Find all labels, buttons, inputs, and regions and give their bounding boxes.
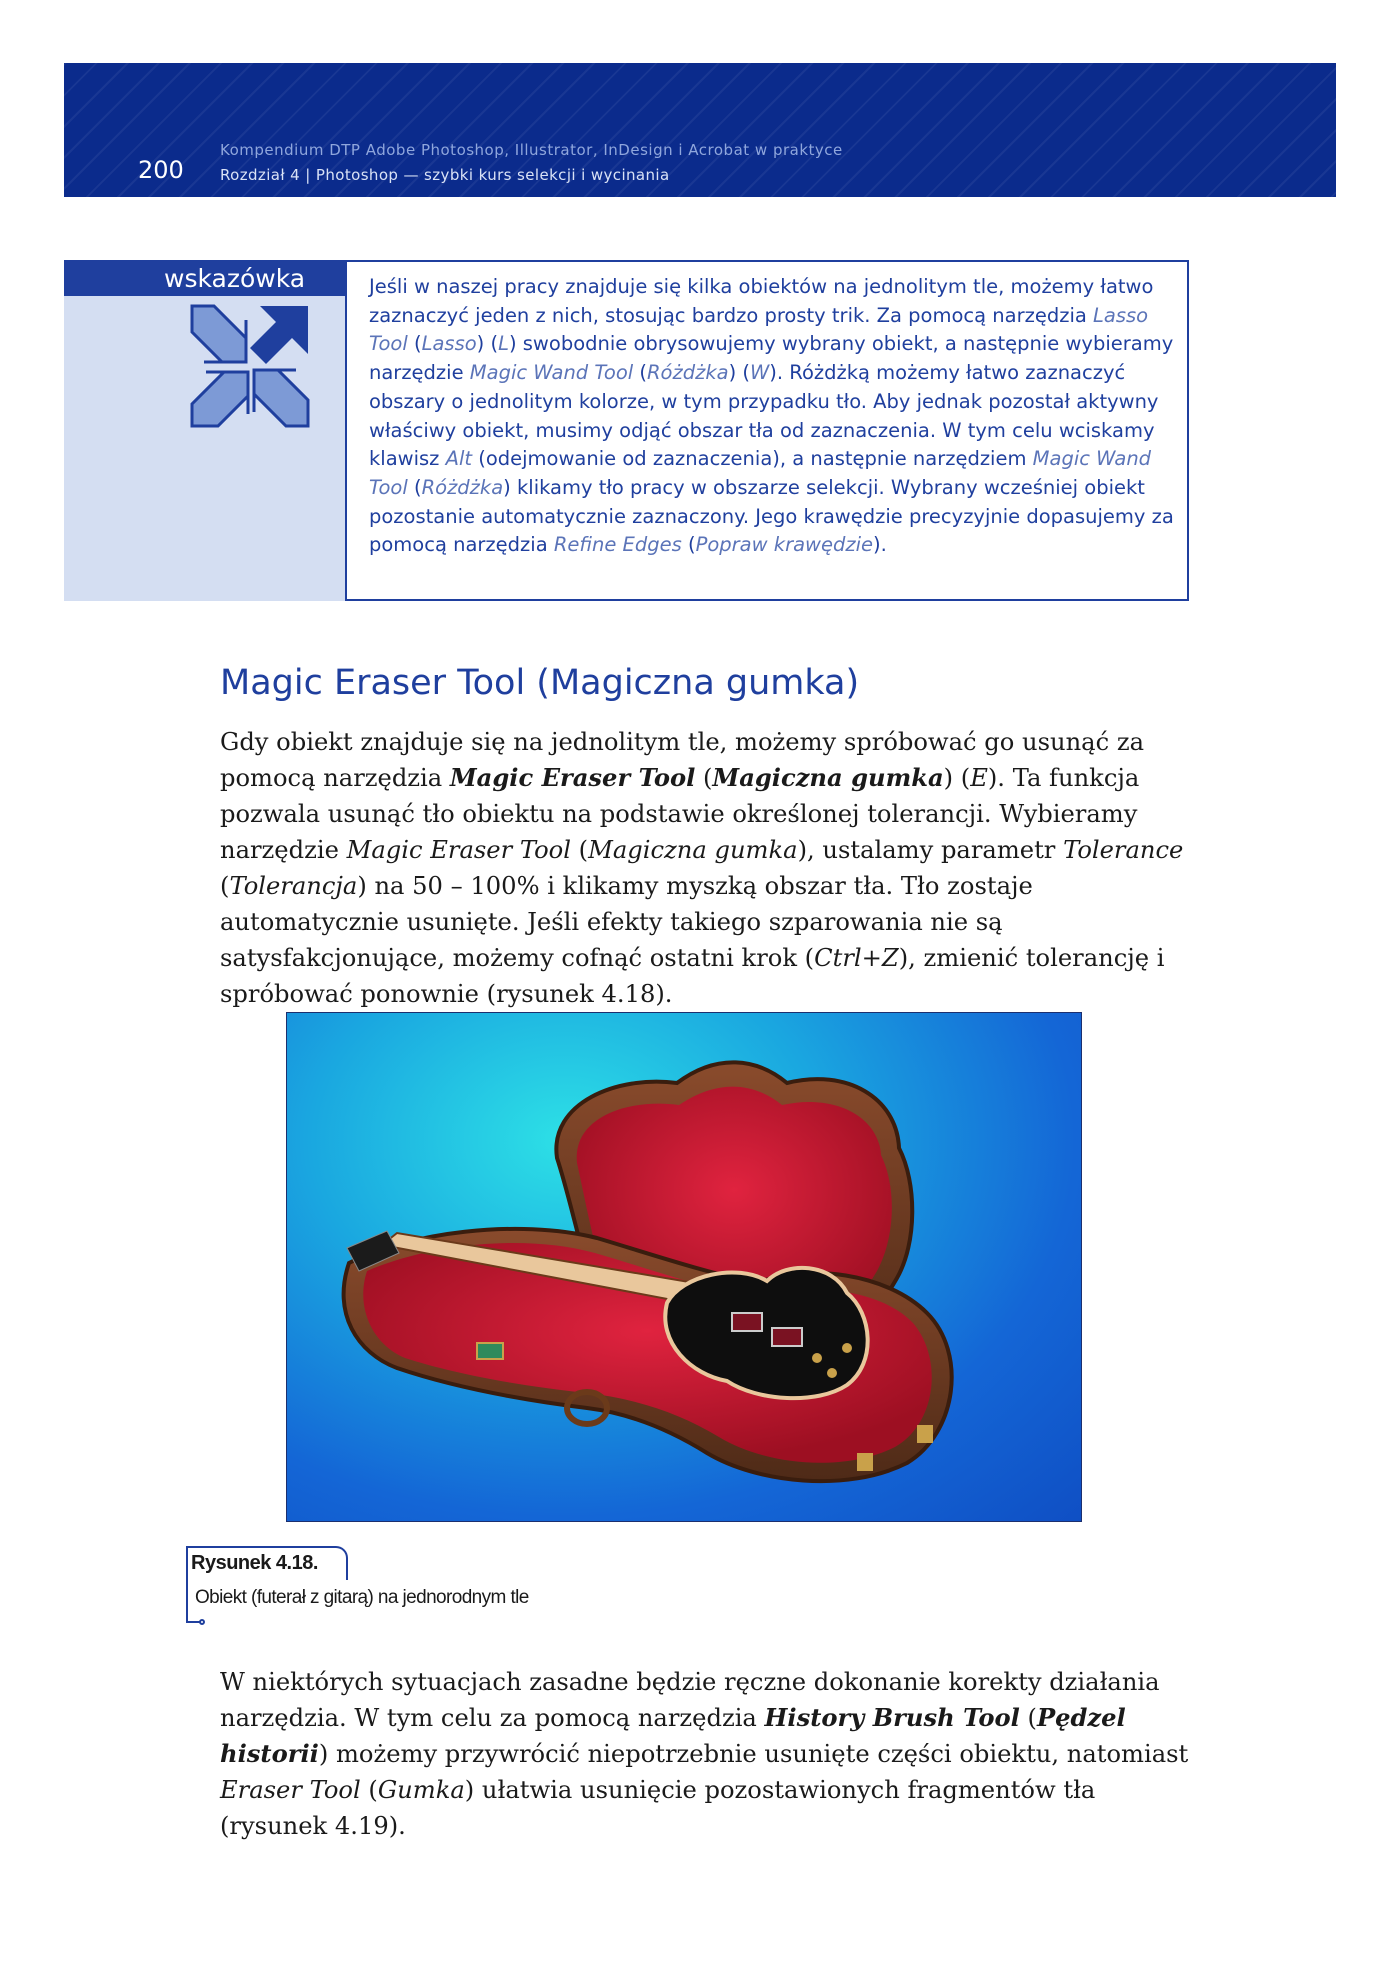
text-run: ) możemy przywrócić niepotrzebnie usunięte części obiektu, natomiast <box>318 1740 1189 1768</box>
text-run: ). Ta funkcja pozwala usunąć tło obiektu na podstawie określonej tolerancji. Wybieramy narzędzie <box>220 764 1140 864</box>
text-run: ( <box>1019 1704 1037 1732</box>
text-run: ( <box>360 1776 378 1804</box>
tool-name: Magic Wand Tool <box>469 361 634 385</box>
text-run: ) klikamy tło pracy w obszarze selekcji. Wybrany wcześniej obiekt pozostanie automatycznie zaznaczony. Jego krawędzie precyzyjnie dopasujemy za pomocą narzędzia <box>369 475 1174 557</box>
text-run: Gdy obiekt znajduje się na jednolitym tle, możemy spróbować go usunąć za pomocą narzędzia <box>220 728 1144 792</box>
text-run: ) ułatwia usunięcie pozostawionych fragmentów tła (rysunek 4.19). <box>220 1776 1096 1840</box>
tool-name: Lasso <box>421 332 477 356</box>
section-heading: Magic Eraser Tool (Magiczna gumka) <box>220 663 860 703</box>
text-run: W niektórych sytuacjach zasadne będzie ręczne dokonanie korekty działania narzędzia. W tym celu za pomocą narzędzia <box>220 1668 1160 1732</box>
tip-sidebar <box>64 262 347 601</box>
arrows-icon <box>188 302 312 430</box>
page-header <box>64 63 1336 197</box>
text-run: ). Różdżką możemy łatwo zaznaczyć obszary o jednolitym kolorze, w tym przypadku tło. Aby jednak pozostał aktywny właściwy obiekt, musimy odjąć obszar tła od zaznaczenia. W tym celu wciskamy klawisz <box>369 361 1159 471</box>
text-run: Jeśli w naszej pracy znajduje się kilka obiektów na jednolitym tle, możemy łatwo zaznaczyć jeden z nich, stosując bardzo prosty trik. Za pomocą narzędzia <box>369 275 1154 327</box>
tool-name: Magic Wand Tool <box>369 447 1152 499</box>
chapter-title: Rozdział 4 | Photoshop — szybki kurs selekcji i wycinania <box>220 166 670 184</box>
text-run: ( <box>407 332 422 356</box>
page-number: 200 <box>138 156 184 184</box>
tool-name: Popraw krawędzie <box>695 533 874 557</box>
tool-name: W <box>749 361 770 385</box>
italic-term: Tolerance <box>1063 836 1184 864</box>
text-run: ). <box>873 533 887 557</box>
tip-label: wskazówka <box>164 264 306 293</box>
tip-text <box>369 273 1179 560</box>
tool-name: Różdżka <box>646 361 729 385</box>
italic-term: E <box>970 764 988 792</box>
caption-dot <box>199 1619 205 1625</box>
text-run: ( <box>407 475 422 499</box>
text-run: ) ( <box>728 361 750 385</box>
text-run: ( <box>220 872 230 900</box>
italic-term: Magic Eraser Tool <box>346 836 571 864</box>
italic-term: Gumka <box>377 1776 465 1804</box>
tip-label-band <box>64 262 345 296</box>
figure-caption: Obiekt (futerał z gitarą) na jednorodnym tle <box>195 1587 529 1608</box>
tool-name: Refine Edges <box>553 533 682 557</box>
italic-term: Eraser Tool <box>220 1776 361 1804</box>
emphasized-term: Magiczna gumka <box>712 763 944 792</box>
paragraph-1 <box>220 724 1190 1012</box>
italic-term: Tolerancja <box>229 872 358 900</box>
text-run: ) na 50 – 100% i klikamy myszką obszar tła. Tło zostaje automatycznie usunięte. Jeśli efekty takiego szparowania nie są satysfakcjonujące, możemy cofnąć ostatni krok ( <box>220 872 1033 972</box>
tool-name: Lasso Tool <box>369 303 1149 356</box>
tool-name: L <box>498 332 509 356</box>
tool-name: Różdżka <box>421 475 504 499</box>
text-run: ) swobodnie obrysowujemy wybrany obiekt, a następnie wybieramy narzędzie <box>369 332 1174 385</box>
guitar-case-illustration <box>287 1013 1082 1522</box>
tip-box <box>64 260 1189 601</box>
text-run: ( <box>695 764 713 792</box>
text-run: ) ( <box>476 332 499 356</box>
paragraph-2 <box>220 1664 1190 1844</box>
figure-label: Rysunek 4.18. <box>186 1546 348 1580</box>
emphasized-term: History Brush Tool <box>764 1703 1020 1732</box>
caption-rule-end <box>186 1621 200 1623</box>
italic-term: Ctrl+Z <box>814 944 899 972</box>
caption-rule <box>186 1580 188 1622</box>
italic-term: Magiczna gumka <box>588 836 798 864</box>
tool-name: Alt <box>445 447 473 471</box>
text-run: ), ustalamy parametr <box>797 836 1064 864</box>
text-run: ) ( <box>943 764 971 792</box>
text-run: ( <box>633 361 647 385</box>
figure-image-guitar-case <box>286 1012 1082 1522</box>
book-title: Kompendium DTP Adobe Photoshop, Illustrator, InDesign i Acrobat w praktyce <box>220 141 843 159</box>
text-run: (odejmowanie od zaznaczenia), a następnie narzędziem <box>472 447 1033 471</box>
text-run: ( <box>570 836 589 864</box>
text-run: ( <box>681 533 696 557</box>
text-run: ), zmienić tolerancję i spróbować ponownie (rysunek 4.18). <box>220 944 1165 1008</box>
emphasized-term: Magic Eraser Tool <box>449 763 696 792</box>
emphasized-term: Pędzel historii <box>220 1703 1126 1768</box>
